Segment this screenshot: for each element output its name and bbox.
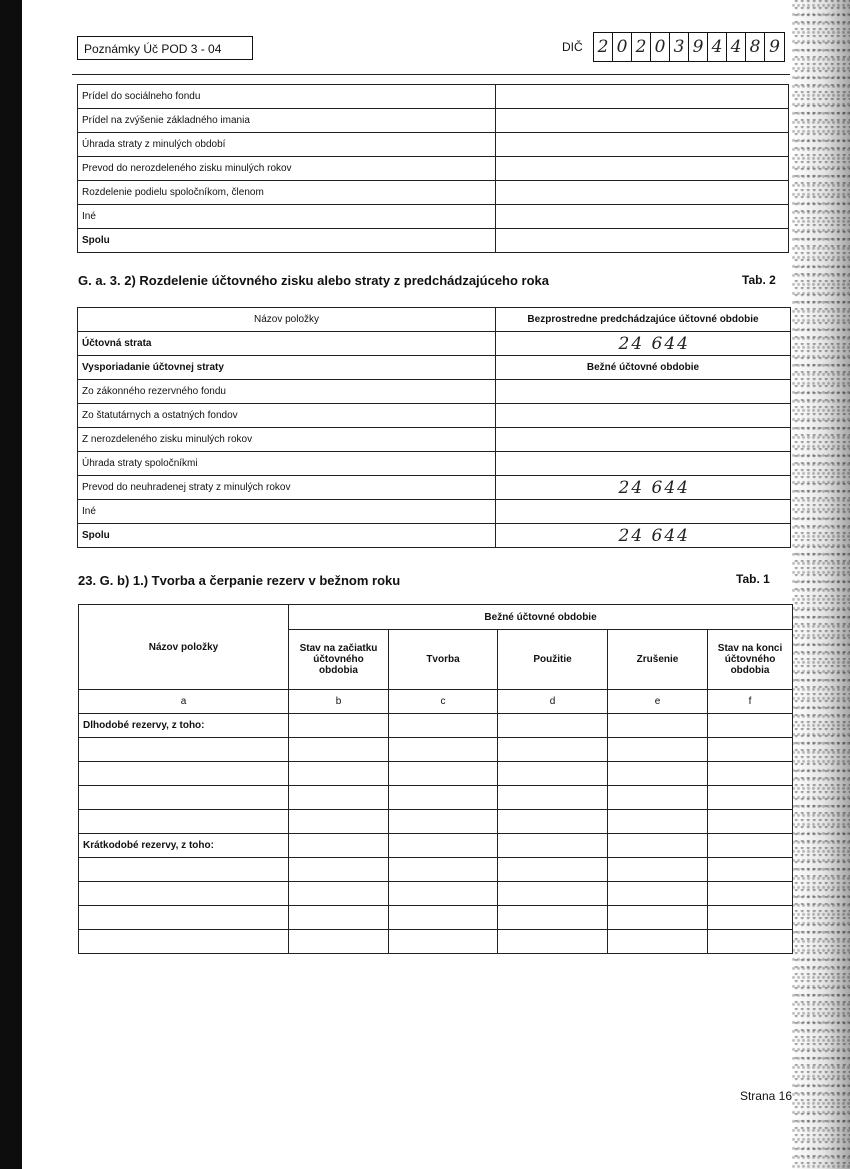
table-row — [78, 332, 791, 356]
table-row — [79, 882, 793, 906]
row-value — [496, 380, 791, 404]
row-label: Iné — [78, 500, 496, 524]
col-header-creation: Tvorba — [389, 630, 498, 690]
col-letter: f — [708, 690, 793, 714]
table-header — [78, 308, 791, 332]
reserves-table — [78, 604, 793, 954]
col-letter: a — [79, 690, 289, 714]
col-header-end: Stav na konci účtovného obdobia — [708, 630, 793, 690]
dic-digit: 9 — [689, 33, 708, 61]
row-label-short-term: Krátkodobé rezervy, z toho: — [79, 834, 289, 858]
profit-distribution-table — [77, 84, 789, 253]
handwritten-value: 24 644 — [496, 476, 791, 500]
table-row — [79, 858, 793, 882]
table-row — [78, 133, 789, 157]
table-row — [78, 404, 791, 428]
letters-row — [79, 690, 793, 714]
row-value — [496, 500, 791, 524]
row-label: Prevod do neuhradenej straty z minulých rokov — [78, 476, 496, 500]
col-header-current-period: Bežné účtovné obdobie — [289, 605, 793, 630]
dic-digit: 3 — [670, 33, 689, 61]
row-label: Prídel na zvýšenie základného imania — [78, 109, 496, 133]
table-row — [79, 738, 793, 762]
table-row — [78, 205, 789, 229]
row-value — [496, 181, 789, 205]
table-row — [79, 834, 793, 858]
table-row — [78, 181, 789, 205]
col-letter: b — [289, 690, 389, 714]
dic-digit: 9 — [769, 37, 780, 57]
table-row — [79, 810, 793, 834]
col-header-current-period: Bežné účtovné obdobie — [496, 356, 791, 380]
loss-distribution-table — [77, 307, 791, 548]
table-row-total — [78, 229, 789, 253]
dic-digit: 0 — [651, 33, 670, 61]
dic-digit: 0 — [613, 33, 632, 61]
table-row — [79, 906, 793, 930]
row-value — [496, 85, 789, 109]
table-row — [79, 786, 793, 810]
row-label: Spolu — [78, 524, 496, 548]
row-label: Rozdelenie podielu spoločníkom, členom — [78, 181, 496, 205]
row-value — [496, 157, 789, 181]
row-label: Prevod do nerozdeleného zisku minulých rokov — [78, 157, 496, 181]
dic-digit: 2 — [632, 33, 651, 61]
table-row — [78, 157, 789, 181]
col-header-name: Názov položky — [78, 308, 496, 332]
table-row — [79, 714, 793, 738]
table-row — [79, 930, 793, 954]
table-row — [78, 452, 791, 476]
table-header — [79, 605, 793, 630]
col-header-prev-period: Bezprostredne predchádzajúce účtovné obdobie — [496, 308, 791, 332]
section-title-loss-distribution: G. a. 3. 2) Rozdelenie účtovného zisku alebo straty z predchádzajúceho roka — [78, 273, 550, 288]
row-label: Z nerozdeleného zisku minulých rokov — [78, 428, 496, 452]
row-value — [496, 205, 789, 229]
col-header-name: Názov položky — [79, 605, 289, 690]
scan-left-edge — [0, 0, 22, 1169]
row-label: Úhrada straty z minulých období — [78, 133, 496, 157]
form-title: Poznámky Úč POD 3 - 04 — [77, 36, 253, 60]
table-row — [78, 380, 791, 404]
row-label-long-term: Dlhodobé rezervy, z toho: — [79, 714, 289, 738]
header-divider — [72, 74, 790, 75]
col-header-usage: Použitie — [498, 630, 608, 690]
tab-label: Tab. 2 — [742, 273, 776, 287]
table-row — [78, 428, 791, 452]
page-number: Strana 16 — [739, 1089, 792, 1103]
col-letter: e — [608, 690, 708, 714]
table-row — [78, 109, 789, 133]
row-value — [496, 109, 789, 133]
row-value — [496, 404, 791, 428]
col-header-cancellation: Zrušenie — [608, 630, 708, 690]
row-label: Prídel do sociálneho fondu — [78, 85, 496, 109]
row-label: Zo štatutárnych a ostatných fondov — [78, 404, 496, 428]
dic-digit: 4 — [727, 33, 746, 61]
table-row — [78, 500, 791, 524]
row-label: Spolu — [78, 229, 496, 253]
row-value — [496, 428, 791, 452]
row-label: Vysporiadanie účtovnej straty — [78, 356, 496, 380]
row-value — [496, 133, 789, 157]
table-row — [79, 762, 793, 786]
col-letter: d — [498, 690, 608, 714]
dic-field — [593, 32, 785, 62]
col-header-start: Stav na začiatku účtovného obdobia — [289, 630, 389, 690]
table-row — [78, 476, 791, 500]
handwritten-value: 24 644 — [496, 332, 791, 356]
dic-digit: 8 — [746, 33, 765, 61]
row-label: Účtovná strata — [78, 332, 496, 356]
dic-digit: 4 — [708, 33, 727, 61]
row-label: Úhrada straty spoločníkmi — [78, 452, 496, 476]
row-label: Zo zákonného rezervného fondu — [78, 380, 496, 404]
table-subheader — [78, 356, 791, 380]
tab-label: Tab. 1 — [736, 572, 770, 586]
dic-label: DIČ — [562, 40, 583, 54]
table-row-total — [78, 524, 791, 548]
row-value — [496, 229, 789, 253]
table-row — [78, 85, 789, 109]
row-value — [496, 452, 791, 476]
section-title-reserves: 23. G. b) 1.) Tvorba a čerpanie rezerv v bežnom roku — [78, 573, 401, 588]
col-letter: c — [389, 690, 498, 714]
row-label: Iné — [78, 205, 496, 229]
handwritten-value: 24 644 — [496, 524, 791, 548]
dic-digit: 2 — [594, 33, 613, 61]
scan-right-edge — [792, 0, 850, 1169]
